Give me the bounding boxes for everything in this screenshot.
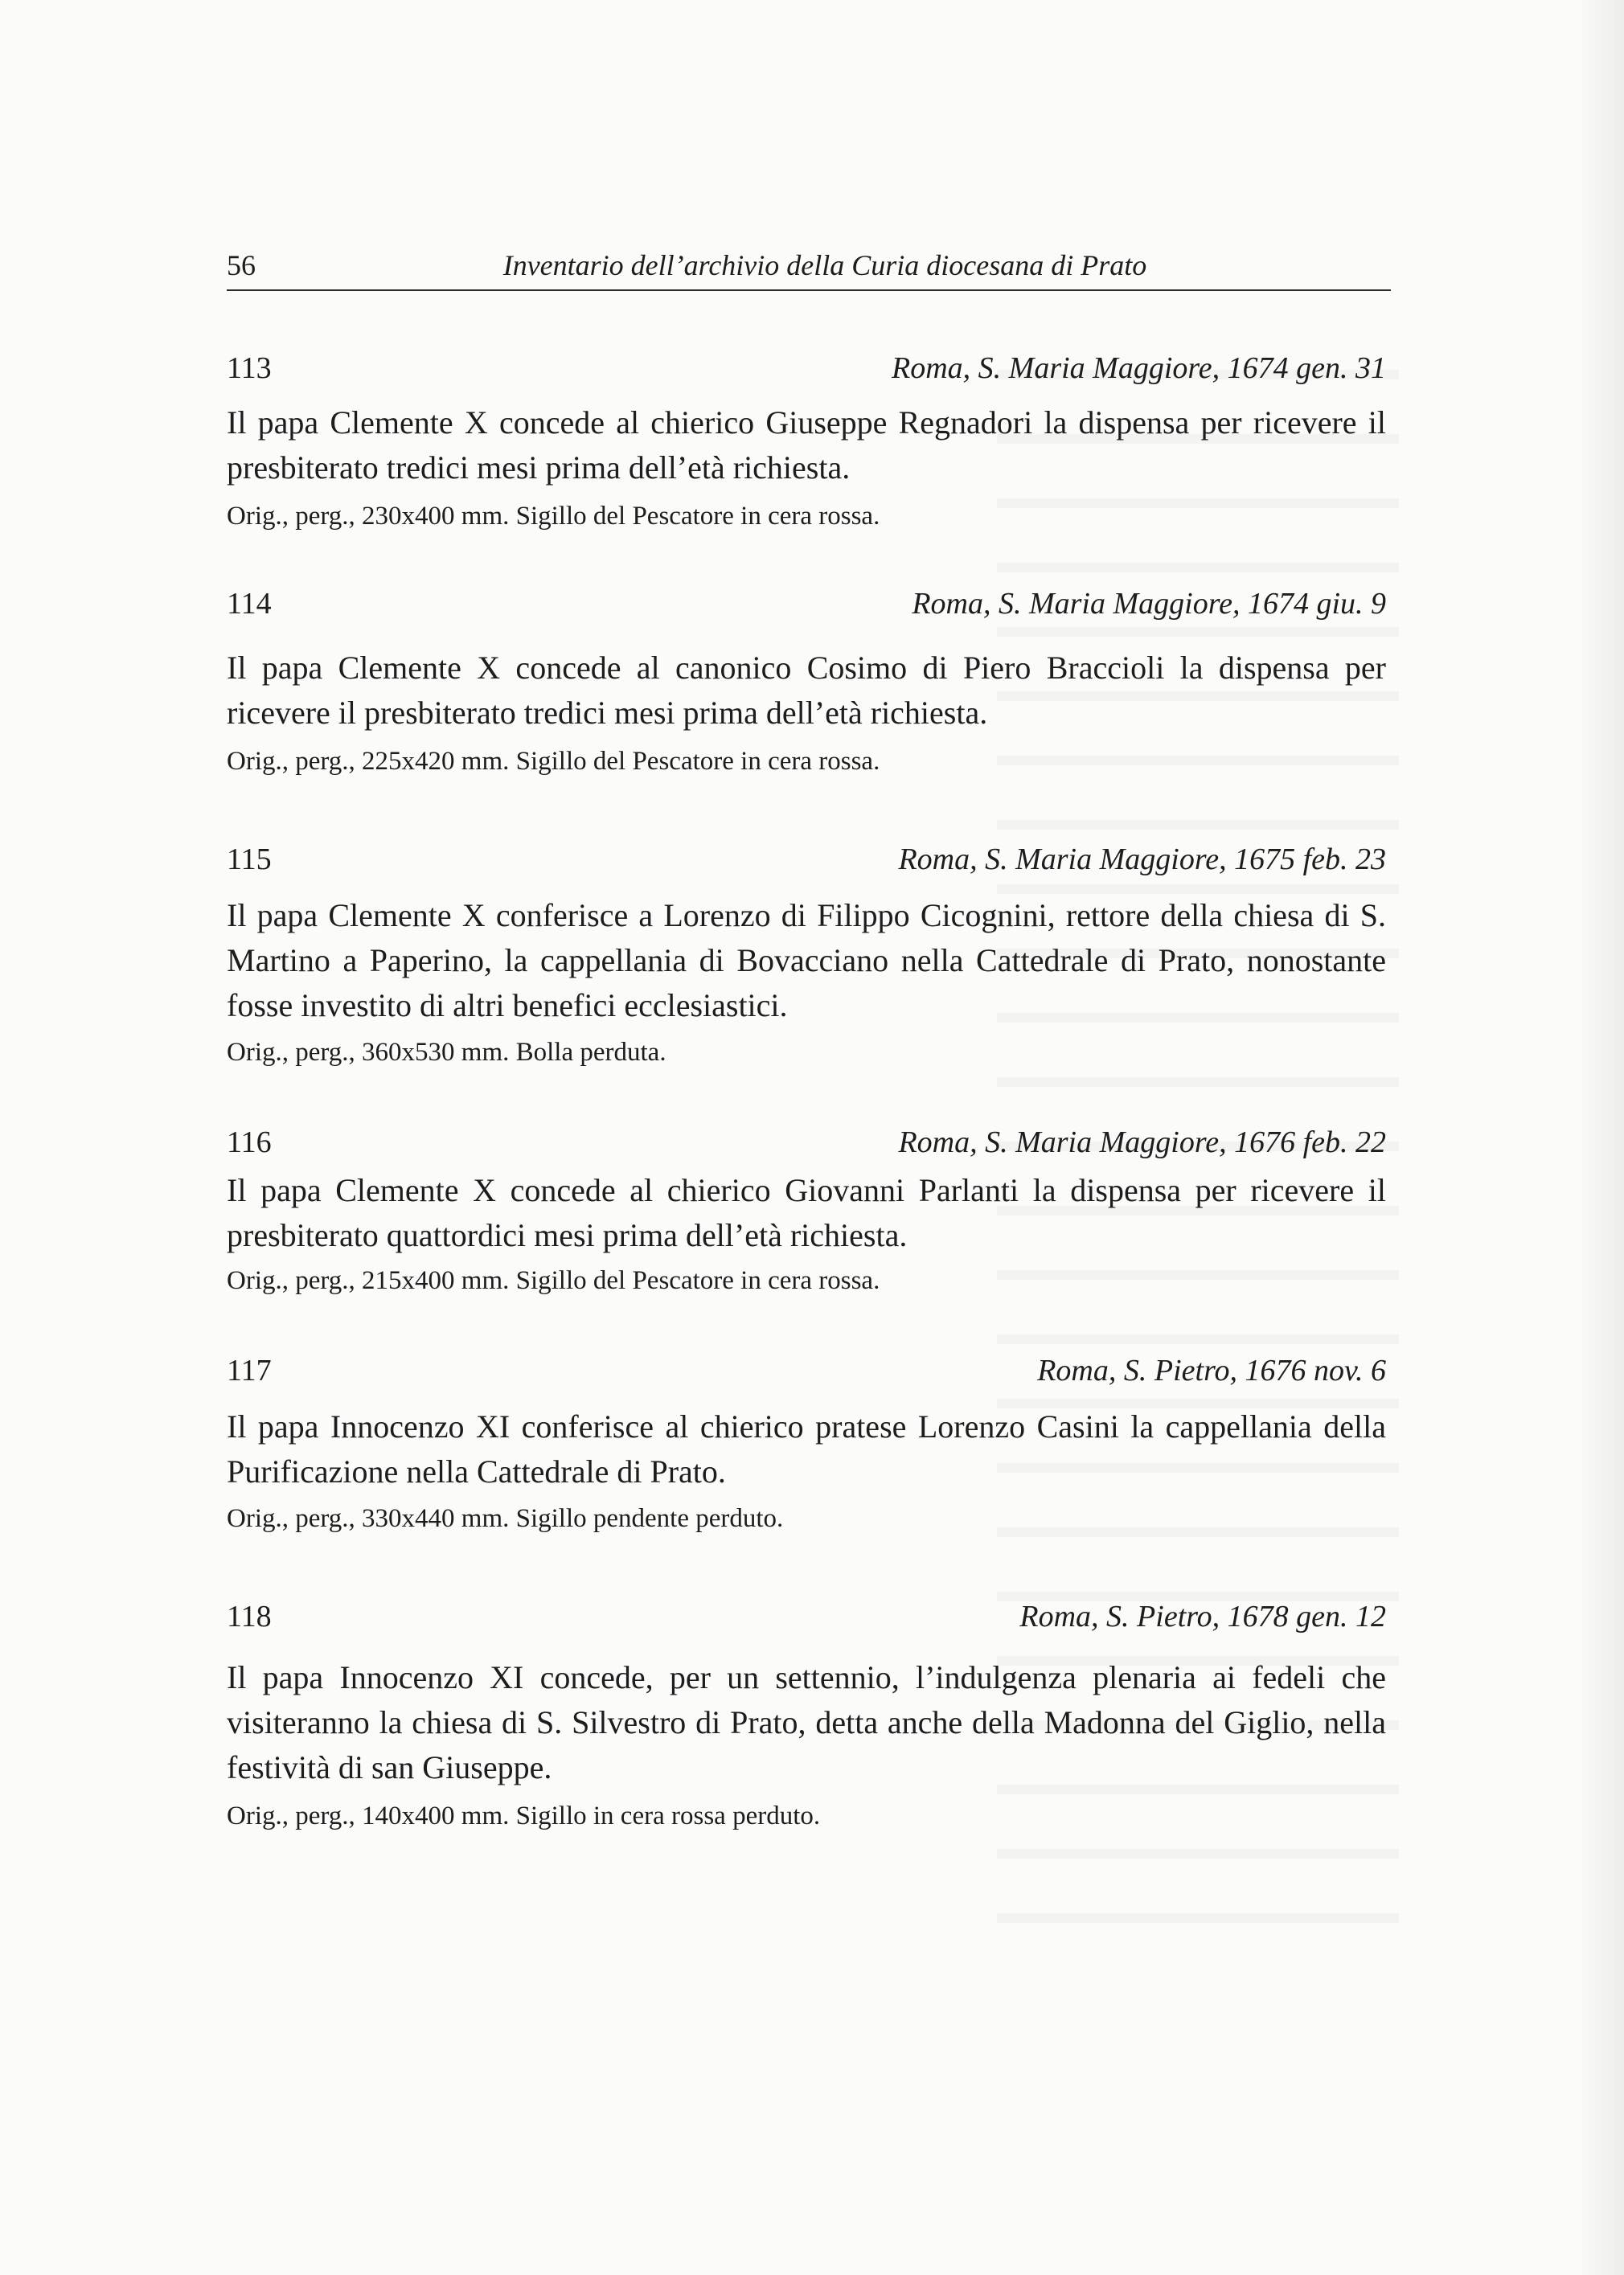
entry-date: Roma, S. Pietro, 1678 gen. 12: [1019, 1600, 1386, 1633]
entry-head: [227, 346, 1386, 391]
entry: [227, 346, 1386, 535]
entry-number: 116: [227, 1125, 272, 1159]
entry: [227, 581, 1386, 781]
entry-date: Roma, S. Pietro, 1676 nov. 6: [1037, 1354, 1386, 1388]
entry-number: 113: [227, 351, 272, 385]
entry-summary: Il papa Clemente X conferisce a Lorenzo di Filippo Cicognini, rettore della chiesa di S. Martino a Paperino, la cappellania di Bovacciano nella Cattedrale di Prato, nonostante fosse investito di altri benefici ecclesiastici.: [227, 897, 1386, 1023]
entry: [227, 1120, 1386, 1300]
entry-number: 118: [227, 1600, 272, 1633]
running-title: Inventario dell’archivio della Curia diocesana di Prato: [502, 249, 1147, 281]
entry-summary: Il papa Clemente X concede al canonico Cosimo di Piero Braccioli la dispensa per ricevere il presbiterato tredici mesi prima dell’età richiesta.: [227, 650, 1386, 731]
entry-head: [227, 837, 1386, 882]
entry: [227, 1594, 1386, 1835]
entry-date: Roma, S. Maria Maggiore, 1674 gen. 31: [892, 351, 1386, 385]
page-number: 56: [227, 249, 256, 281]
entry-date: Roma, S. Maria Maggiore, 1676 feb. 22: [898, 1125, 1386, 1159]
entry-description: Orig., perg., 230x400 mm. Sigillo del Pescatore in cera rossa.: [227, 502, 880, 531]
entry-description: Orig., perg., 360x530 mm. Bolla perduta.: [227, 1038, 666, 1067]
entry-head: [227, 1594, 1386, 1639]
page-header: [227, 246, 1391, 291]
entry-date: Roma, S. Maria Maggiore, 1674 giu. 9: [912, 587, 1386, 621]
entry-number: 117: [227, 1354, 272, 1388]
entry-head: [227, 581, 1386, 626]
entry-summary: Il papa Clemente X concede al chierico Giovanni Parlanti la dispensa per ricevere il presbiterato quattordici mesi prima dell’età richiesta.: [227, 1172, 1386, 1253]
entry-date: Roma, S. Maria Maggiore, 1675 feb. 23: [898, 842, 1386, 876]
entry: [227, 837, 1386, 1072]
entry-description: Orig., perg., 215x400 mm. Sigillo del Pescatore in cera rossa.: [227, 1266, 880, 1295]
page-edge-shadow: [1576, 0, 1624, 2275]
entry-number: 114: [227, 587, 272, 621]
entry: [227, 1348, 1386, 1538]
entry-description: Orig., perg., 140x400 mm. Sigillo in cera rossa perduto.: [227, 1802, 821, 1830]
entries-list: [227, 346, 1386, 1835]
entry-description: Orig., perg., 225x420 mm. Sigillo del Pescatore in cera rossa.: [227, 747, 880, 776]
entry-head: [227, 1348, 1386, 1393]
entry-number: 115: [227, 842, 272, 876]
entry-head: [227, 1120, 1386, 1165]
entry-summary: Il papa Innocenzo XI concede, per un settennio, l’indulgenza plenaria ai fedeli che visiteranno la chiesa di S. Silvestro di Prato, detta anche della Madonna del Giglio, nella festività di san Giuseppe.: [227, 1659, 1386, 1785]
entry-description: Orig., perg., 330x440 mm. Sigillo pendente perduto.: [227, 1504, 784, 1533]
entry-summary: Il papa Clemente X concede al chierico Giuseppe Regnadori la dispensa per ricevere il presbiterato tredici mesi prima dell’età richiesta.: [227, 404, 1386, 486]
entry-summary: Il papa Innocenzo XI conferisce al chierico pratese Lorenzo Casini la cappellania della Purificazione nella Cattedrale di Prato.: [227, 1408, 1386, 1490]
